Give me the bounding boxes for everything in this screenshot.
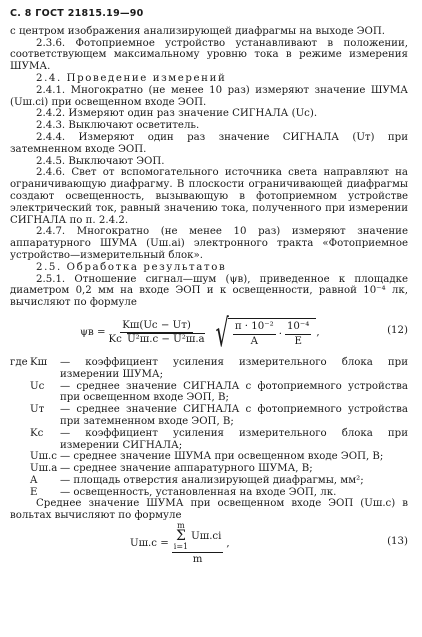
formula-12-root-fraction-2 bbox=[285, 321, 311, 348]
paragraph-2-3-6: 2.3.6. Фотоприемное устройство устанавливают в положении, соответствующем максимальному уровню тока в режиме измерения ШУМА. bbox=[10, 37, 408, 73]
definition-symbol: Uш.с bbox=[30, 451, 58, 463]
definition-text: — среднее значение СИГНАЛА с фотоприемного устройства при освещенном входе ЭОП, В; bbox=[60, 380, 408, 404]
section-heading-2-4: 2.4. Проведение измерений bbox=[36, 72, 227, 84]
sum-upper-limit: m bbox=[177, 521, 185, 531]
formula-12-main-fraction bbox=[109, 320, 205, 347]
paragraph-2-4-6: 2.4.6. Свет от вспомогательного источника света направляют на ограничивающую диафрагму. В плоскости ограничивающей диафрагмы создают освещенность, вызывающую в фотоприемном устройстве электрический ток, равный значению тока, полученного при измерении СИГНАЛА по п. 2.4.2. bbox=[10, 167, 408, 226]
definition-row bbox=[30, 463, 408, 475]
paragraph-mean-noise: Среднее значение ШУМА при освещенном входе ЭОП (Uш.с) в вольтах вычисляют по формуле bbox=[10, 498, 408, 522]
definition-symbol: E bbox=[30, 486, 38, 498]
paragraph-2-5-1: 2.5.1. Отношение сигнал—шум (ψв), приведенное к площадке диаметром 0,2 мм на входе ЭОП и к освещенности, равной 10⁻⁴ лк, вычисляют по формуле bbox=[10, 273, 408, 309]
definition-symbol: Uш.а bbox=[30, 463, 58, 475]
section-heading-2-5: 2.5. Обработка результатов bbox=[36, 261, 227, 273]
definition-symbol: Uс bbox=[30, 380, 45, 392]
formula-12-numerator: Kш(Uс − Uт) bbox=[120, 320, 193, 334]
definitions-intro-row bbox=[10, 357, 408, 381]
definition-text: — площадь отверстия анализирующей диафрагмы, мм²; bbox=[60, 474, 364, 486]
formula-12-den-k: Kс bbox=[108, 334, 122, 346]
formula-12 bbox=[10, 311, 408, 355]
sum-sign-icon bbox=[174, 522, 188, 551]
multiply-dot-icon: · bbox=[278, 328, 282, 340]
definition-text: — коэффициент усиления измерительного блока при измерении СИГНАЛА; bbox=[60, 427, 408, 451]
definition-row bbox=[30, 428, 408, 452]
formula-12-number: (12) bbox=[387, 324, 408, 336]
formula-12-root-body bbox=[228, 318, 320, 348]
paragraph-2-4-7: 2.4.7. Многократно (не менее 10 раз) измеряют значение аппаратурного ШУМА (Uш.аi) электронного тракта «Фотоприемное устройство—измерительный блок». bbox=[10, 226, 408, 261]
definition-symbol: Kс bbox=[30, 427, 44, 439]
formula-12-tail: , bbox=[316, 327, 320, 339]
formula-13-number: (13) bbox=[387, 536, 408, 548]
formula-12-denominator bbox=[109, 333, 205, 346]
definition-symbol: Kш bbox=[30, 356, 48, 368]
formula-12-root-den-2: E bbox=[294, 335, 302, 347]
formula-13-tail: , bbox=[226, 538, 230, 550]
definitions-list bbox=[10, 357, 408, 499]
definition-row bbox=[30, 404, 408, 428]
paragraph-2-4-1: 2.4.1. Многократно (не менее 10 раз) измеряют значение ШУМА (Uш.сi) при освещенном входе ЭОП. bbox=[10, 84, 408, 108]
formula-12-root-fraction-1 bbox=[233, 321, 276, 348]
paragraph-2-4-5: 2.4.5. Выключают ЭОП. bbox=[36, 155, 165, 167]
sqrt-sign-icon: √ bbox=[215, 310, 229, 355]
formula-13-numerator bbox=[172, 522, 224, 553]
definition-row bbox=[30, 475, 408, 487]
formula-13-fraction bbox=[172, 522, 224, 566]
paragraph-2-4-4: 2.4.4. Измеряют один раз значение СИГНАЛА (Uт) при затемненном входе ЭОП. bbox=[10, 131, 408, 155]
formula-12-lhs: ψв = bbox=[80, 327, 106, 339]
sum-lower-limit: i=1 bbox=[173, 542, 189, 552]
formula-13 bbox=[10, 521, 408, 566]
formula-12-den-root: U²ш.с − U²ш.а bbox=[127, 334, 205, 346]
definition-row bbox=[30, 487, 408, 499]
formula-12-root-den-1: A bbox=[250, 335, 258, 347]
definition-text: — среднее значение аппаратурного ШУМА, В; bbox=[60, 463, 313, 475]
paragraph-2-4-3: 2.4.3. Выключают осветитель. bbox=[36, 120, 200, 132]
definition-row bbox=[30, 451, 408, 463]
sum-symbol: Σ bbox=[176, 528, 186, 545]
page-header: С. 8 ГОСТ 21815.19—90 bbox=[10, 8, 144, 19]
definition-text: — среднее значение СИГНАЛА с фотоприемного устройства при затемненном входе ЭОП, В; bbox=[60, 404, 408, 427]
definition-text: — среднее значение ШУМА при освещенном входе ЭОП, В; bbox=[60, 451, 384, 463]
sum-term: Uш.сi bbox=[191, 530, 222, 542]
formula-13-denominator: m bbox=[192, 554, 203, 566]
definition-row bbox=[30, 381, 408, 405]
definition-symbol: Uт bbox=[30, 404, 45, 416]
paragraph-continued: с центром изображения анализирующей диафрагмы на выходе ЭОП. bbox=[10, 25, 386, 37]
formula-12-root-num-1: π · 10⁻² bbox=[233, 321, 276, 335]
paragraph-2-4-2: 2.4.2. Измеряют один раз значение СИГНАЛА (Uс). bbox=[36, 108, 318, 120]
definition-text: — освещенность, установленная на входе ЭОП, лк. bbox=[60, 486, 337, 498]
definition-text: — коэффициент усиления измерительного блока при измерении ШУМА; bbox=[60, 356, 408, 380]
definition-symbol: A bbox=[30, 474, 38, 486]
definitions-intro: где bbox=[10, 356, 28, 368]
formula-13-lhs: Uш.с = bbox=[130, 538, 169, 550]
formula-12-root-num-2: 10⁻⁴ bbox=[285, 321, 311, 335]
